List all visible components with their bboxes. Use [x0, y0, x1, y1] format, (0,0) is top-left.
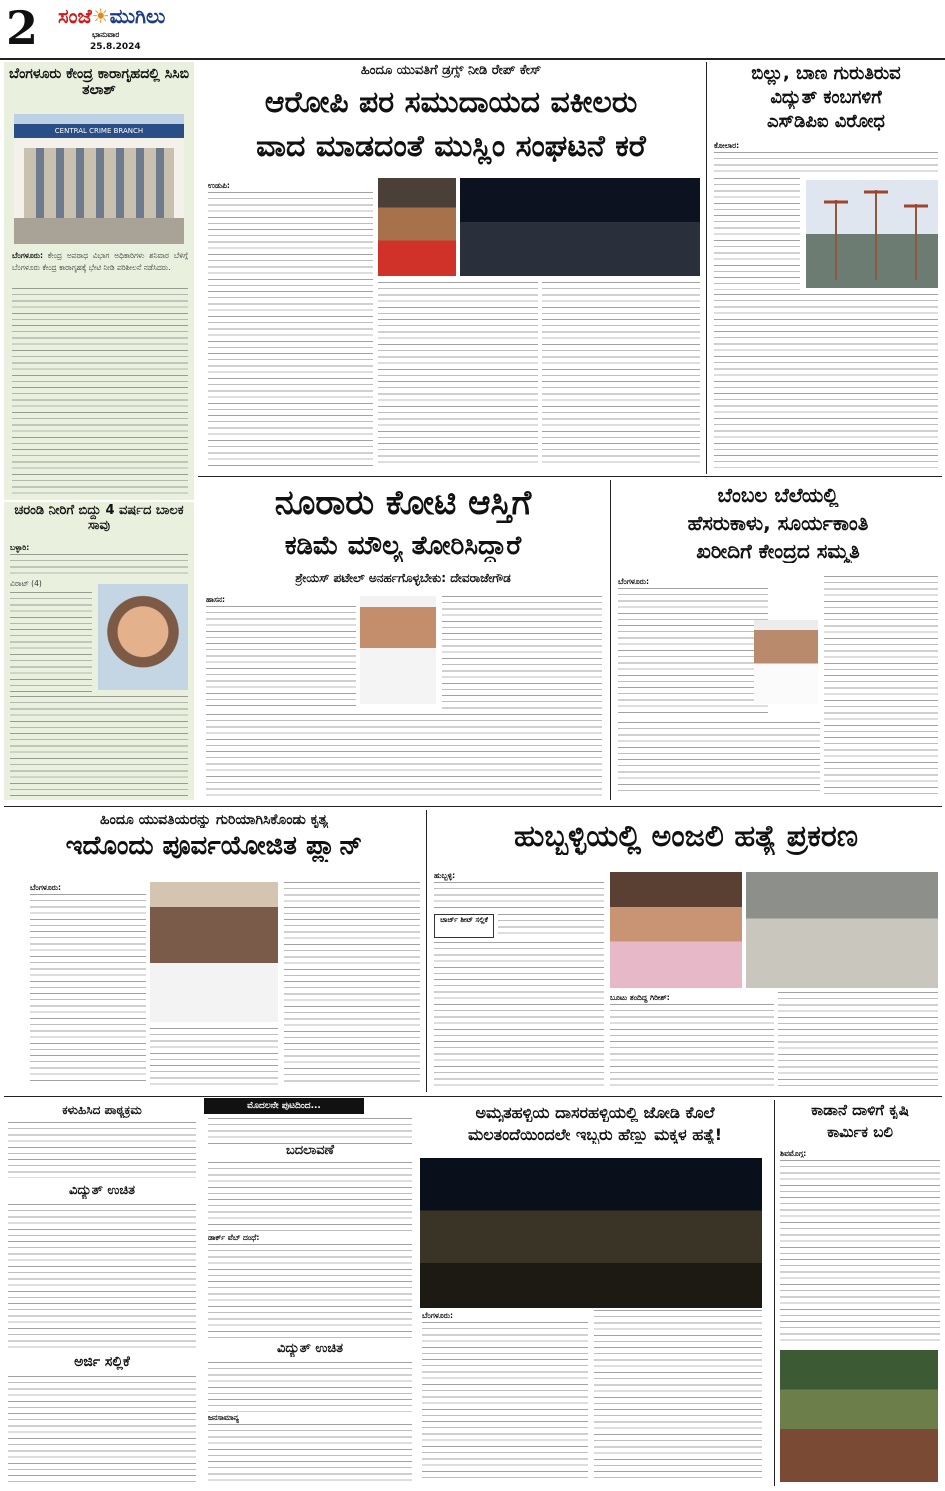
body-text-block — [8, 1122, 196, 1178]
lead-paragraph — [714, 140, 938, 152]
story-ccb-raid — [4, 62, 194, 500]
story-column-left — [4, 1100, 200, 1486]
protest-photo — [460, 178, 700, 276]
story-support-price — [614, 480, 942, 800]
body-text-block-wrap — [10, 592, 92, 692]
section-divider-2 — [4, 806, 942, 807]
headline-line-2: ವಾದ ಮಾಡದಂತೆ ಮುಸ್ಲಿಂ ಸಂಘಟನೆ ಕರೆ — [256, 130, 646, 164]
paragraph-label-2 — [208, 1412, 412, 1424]
heading-2: ವಿದ್ಯುತ್ ಉಚಿತ — [276, 1342, 343, 1356]
body-text-block-wrap — [714, 178, 800, 290]
headline: ಬೆಂಗಳೂರು ಕೇಂದ್ರ ಕಾರಾಗೃಹದಲ್ಲಿ ಸಿಸಿಬಿ ತಲಾಶ್ — [8, 66, 190, 99]
photo-caption: ವಿರಾಟ್ (4) — [10, 579, 42, 588]
lead-paragraph — [12, 250, 188, 275]
logo-part-right: ಮುಗಿಲು — [109, 4, 166, 28]
body-text-block-3 — [618, 722, 820, 794]
building-sign: CENTRAL CRIME BRANCH — [14, 124, 184, 138]
heading-3: ಅರ್ಜಿ ಸಲ್ಲಿಕೆ — [74, 1354, 130, 1370]
headline-line-1: ಅಮೃತಹಳ್ಳಿಯ ದಾಸರಹಳ್ಳಿಯಲ್ಲಿ ಜೋಡಿ ಕೊಲೆ — [475, 1104, 715, 1122]
body-text-block-3 — [208, 1244, 412, 1342]
headline-line-2: ಕಡಿಮೆ ಮೌಲ್ಯ ತೋರಿಸಿದ್ದಾರೆ — [284, 532, 522, 561]
body-text-block-wrap — [498, 914, 604, 938]
masthead-divider — [0, 58, 945, 60]
anjali-photo — [610, 872, 742, 988]
column-divider — [426, 810, 427, 1092]
headline-line-3: ಖರೀದಿಗೆ ಕೇಂದ್ರದ ಸಮ್ಮತಿ — [696, 540, 860, 563]
newspaper-logo — [58, 4, 165, 28]
body-text-block — [208, 1118, 412, 1144]
lead-paragraph — [208, 180, 373, 192]
body-text-block-2 — [442, 596, 602, 710]
body-text-block-2 — [378, 282, 538, 468]
accused-photo — [378, 178, 456, 276]
column-divider — [706, 62, 707, 474]
forest-photo — [780, 1350, 938, 1482]
body-text-block — [30, 894, 146, 1086]
headline-line-1: ಬೆಂಬಲ ಬೆಲೆಯಲ್ಲಿ — [717, 484, 839, 507]
dateline: ಉಡುಪಿ: — [208, 181, 230, 190]
body-text-block-3 — [284, 882, 420, 1086]
chargesheet-box: ಚಾರ್ಜ್ ಶೀಟ್ ಸಲ್ಲಿಕೆ — [434, 914, 494, 938]
dateline: ಬೆಂಗಳೂರು: — [422, 1311, 454, 1320]
headline-line-3: ಎಸ್‌ಡಿಪಿಐ ವಿರೋಧ — [767, 112, 885, 132]
subhead-text — [610, 992, 774, 1004]
dateline: ಹಾಸನ: — [206, 595, 225, 604]
body-text-block — [618, 588, 768, 718]
lead-paragraph — [422, 1310, 588, 1322]
body-text-block-4 — [208, 1362, 412, 1412]
masthead-day: ಭಾನುವಾರ — [92, 30, 120, 39]
body-text-block-3 — [610, 1004, 774, 1086]
ccb-building-photo — [14, 114, 184, 244]
minister-photo — [754, 620, 818, 704]
heading-2: ವಿದ್ಯುತ್ ಉಚಿತ — [68, 1184, 135, 1198]
masthead — [0, 0, 945, 58]
headline: ಹುಬ್ಬಳ್ಳಿಯಲ್ಲಿ ಅಂಜಲಿ ಹತ್ಯೆ ಪ್ರಕರಣ — [514, 820, 858, 854]
headline-line-2: ಹೆಸರುಕಾಳು, ಸೂರ್ಯಕಾಂತಿ — [687, 512, 869, 535]
story-elephant — [778, 1100, 942, 1486]
body-text-block — [208, 192, 373, 468]
story-text: ಕೇಂದ್ರ ಅಪರಾಧ ವಿಭಾಗ ಅಧಿಕಾರಿಗಳು ಶನಿವಾರ ಬೆಳಿಗ್ಗೆ ಬೆಂಗಳೂರು ಕೇಂದ್ರ ಕಾರಾಗೃಹಕ್ಕೆ ಭೇಟಿ ನೀಡಿ ಪರಿಶೀಲನೆ ನಡೆಸಿದರು. — [12, 251, 188, 273]
dateline: ಬೆಂಗಳೂರು: — [12, 251, 44, 260]
dateline: ಬಳ್ಳಾರಿ: — [10, 543, 30, 552]
building-ground — [14, 218, 184, 244]
column-divider — [774, 1100, 775, 1486]
body-text-block-2 — [824, 576, 938, 794]
headline-line-2: ವಿದ್ಯುತ್ ಕಂಬಗಳಿಗೆ — [770, 88, 882, 108]
body-text-block — [780, 1160, 940, 1344]
body-text-block-2 — [594, 1310, 762, 1482]
section-divider-3 — [4, 1096, 942, 1097]
body-text-block-2 — [8, 1204, 196, 1350]
headline: ಇದೊಂದು ಪೂರ್ವಯೋಜಿತ ಪ್ಲ್ಯಾನ್ — [65, 832, 363, 861]
body-text-block — [434, 882, 604, 912]
crime-scene-photo — [420, 1158, 762, 1308]
body-text-block — [10, 554, 188, 578]
label: ಜನಸಾಮಾನ್ಯ — [208, 1413, 239, 1422]
headline: ಚರಂಡಿ ನೀರಿಗೆ ಬಿದ್ದು 4 ವರ್ಷದ ಬಾಲಕ ಸಾವು — [14, 504, 184, 533]
body-text-block-4 — [778, 992, 938, 1086]
logo-part-left: ಸಂಜೆ — [58, 4, 92, 28]
body-text-block-3 — [8, 1376, 196, 1482]
lead-paragraph — [434, 870, 604, 882]
cctv-photo — [746, 872, 938, 988]
dateline: ಶಿವಮೊಗ್ಗ: — [780, 1149, 807, 1158]
headline-line-2: ಮಲತಂದೆಯಿಂದಲೇ ಇಬ್ಬರು ಹೆಣ್ಣು ಮಕ್ಕಳ ಹತ್ಯೆ! — [468, 1126, 722, 1144]
official-photo — [150, 882, 278, 1022]
story-double-murder — [420, 1100, 770, 1486]
paragraph-label-1 — [208, 1232, 412, 1244]
section-divider — [198, 476, 942, 477]
story-drowning — [4, 502, 194, 800]
devarajegowda-photo — [360, 596, 436, 704]
lead-paragraph — [618, 576, 768, 588]
kicker: ಹಿಂದೂ ಯುವತಿಗೆ ಡ್ರಗ್ಸ್ ನೀಡಿ ರೇಪ್ ಕೇಸ್ — [360, 64, 542, 78]
lead-paragraph — [30, 882, 146, 894]
story-planned — [4, 810, 424, 1092]
headline-line-2: ಕಾರ್ಮಿಕ ಬಲಿ — [827, 1124, 893, 1141]
story-property — [198, 480, 608, 800]
body-text-block — [206, 606, 356, 710]
dateline: ಬೆಂಗಳೂರು: — [30, 883, 62, 892]
column-divider — [610, 480, 611, 800]
story-electric-poles — [710, 62, 942, 474]
subheadline: ಶ್ರೇಯಸ್ ಪಟೇಲ್ ಅನರ್ಹಗೊಳ್ಳಬೇಕು: ದೇವರಾಜೇಗೌಡ — [295, 572, 511, 585]
story-drugs-case — [198, 62, 704, 474]
masthead-date: 25.8.2024 — [90, 42, 141, 52]
sun-icon: ☀ — [91, 4, 110, 28]
label: ಡಾರ್ಕ್ ವೆಬ್ ದಂಧೆ: — [208, 1233, 260, 1242]
body-text-block-2 — [434, 942, 604, 1086]
continued-banner: ಮೊದಲನೇ ಪುಟದಿಂದ... — [204, 1098, 364, 1114]
headline-line-1: ಕಾಡಾನೆ ದಾಳಿಗೆ ಕೃಷಿ — [811, 1102, 909, 1119]
lead-paragraph — [780, 1148, 940, 1160]
kicker: ಹಿಂದೂ ಯುವತಿಯರನ್ನು ಗುರಿಯಾಗಿಸಿಕೊಂಡು ಕೃತ್ಯ — [100, 812, 328, 828]
body-text-block-5 — [208, 1424, 412, 1482]
body-text-block-2 — [714, 294, 938, 468]
story-column-mid — [204, 1098, 416, 1486]
building-facade — [24, 148, 174, 218]
body-text-block — [12, 288, 188, 496]
dateline: ಹುಬ್ಬಳ್ಳಿ: — [434, 871, 456, 880]
lead-paragraph — [206, 594, 356, 606]
body-text-block-2 — [150, 1028, 278, 1086]
body-text-block — [422, 1322, 588, 1482]
body-text-block-3 — [206, 714, 602, 796]
lead-paragraph — [10, 542, 188, 554]
heading-1: ಕಳುಹಿಸಿದ ಪಾಠ್ಯಕ್ರಮ — [62, 1104, 142, 1117]
body-text-block-2 — [10, 696, 188, 796]
poles-illustration — [806, 180, 938, 288]
headline-line-1: ನೂರಾರು ಕೋಟಿ ಆಸ್ತಿಗೆ — [274, 484, 532, 523]
boy-photo — [98, 584, 188, 690]
page-number: 2 — [6, 2, 39, 54]
body-text-block-3 — [542, 282, 700, 468]
story-anjali — [430, 810, 942, 1092]
electric-poles-photo — [806, 180, 938, 288]
heading-1: ಬದಲಾವಣೆ — [285, 1144, 335, 1158]
headline-line-1: ಆರೋಪಿ ಪರ ಸಮುದಾಯದ ವಕೀಲರು — [264, 86, 638, 120]
body-text-block — [714, 152, 938, 176]
subhead: ಬೂಟು ತಂದಿದ್ದ ಗಿರೀಶ್: — [610, 993, 670, 1002]
dateline: ಕೋಲಾರ: — [714, 141, 740, 150]
dateline: ಬೆಂಗಳೂರು: — [618, 577, 650, 586]
headline-line-1: ಬಿಲ್ಲು, ಬಾಣ ಗುರುತಿರುವ — [751, 64, 901, 84]
body-text-block-2 — [208, 1162, 412, 1232]
